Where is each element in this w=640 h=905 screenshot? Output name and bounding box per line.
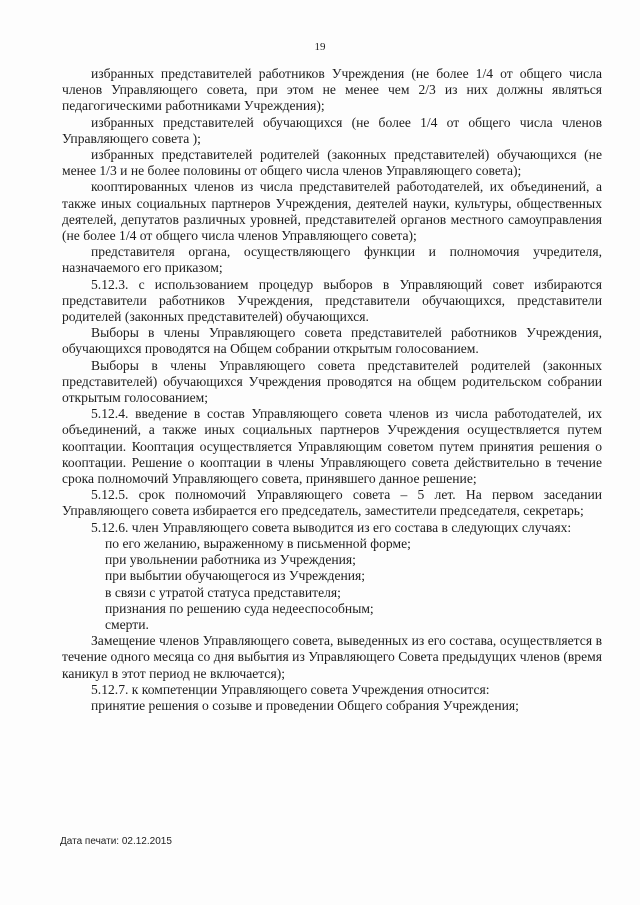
paragraph: 5.12.7. к компетенции Управляющего совета Учреждения относится: — [91, 681, 490, 697]
list-item: смерти. — [105, 616, 149, 632]
page-number: 19 — [314, 41, 326, 53]
print-date-footer: Дата печати: 02.12.2015 — [60, 836, 172, 847]
paragraph: 5.12.6. член Управляющего совета выводится из его состава в следующих случаях: — [91, 519, 572, 535]
paragraph: Выборы в члены Управляющего совета представителей работников Учреждения, обучающихся проводятся на Общем собрании открытым голосованием. — [62, 325, 602, 357]
list-item: при выбытии обучающегося из Учреждения; — [105, 568, 366, 584]
list-item: в связи с утратой статуса представителя; — [105, 584, 341, 600]
document-body — [62, 66, 602, 714]
paragraph: 5.12.3. с использованием процедур выборов в Управляющий совет избираются представители работников Учреждения, представители обучающихся, представители родителей (законных представителей) обучающихся. — [62, 276, 602, 325]
paragraph: 5.12.5. срок полномочий Управляющего совета – 5 лет. На первом заседании Управляющего совета избирается его председатель, заместители председателя, секретарь; — [62, 487, 602, 519]
paragraph: избранных представителей обучающихся (не более 1/4 от общего числа членов Управляющего совета ); — [62, 114, 602, 146]
paragraph: избранных представителей родителей (законных представителей) обучающихся (не менее 1/3 и не более половины от общего числа членов Управляющего совета); — [62, 147, 602, 179]
paragraph: представителя органа, осуществляющего функции и полномочия учредителя, назначаемого его приказом; — [62, 244, 602, 276]
paragraph: кооптированных членов из числа представителей работодателей, их объединений, а также иных социальных партнеров Учреждения, деятелей науки, культуры, общественных деятелей, депутатов различных уровней, представителей органов местного самоуправления (не более 1/4 от общего числа членов Управляющего совета); — [62, 179, 602, 244]
list-item: признания по решению суда недееспособным; — [105, 600, 374, 616]
list-item: по его желанию, выраженному в письменной форме; — [105, 535, 411, 551]
paragraph: 5.12.4. введение в состав Управляющего совета членов из числа работодателей, их объединений, а также иных социальных партнеров Учреждения осуществляется путем кооптации. Кооптация осуществляется Управляющим советом путем принятия решения о кооптации. Решение о кооптации в члены Управляющего совета действительно в течение срока полномочий Управляющего совета, принявшего данное решение; — [62, 406, 602, 487]
paragraph: избранных представителей работников Учреждения (не более 1/4 от общего числа членов Управляющего совета, при этом не менее чем 2/3 из них должны являться педагогическими работниками Учреждения); — [62, 66, 602, 114]
paragraph: Замещение членов Управляющего совета, выведенных из его состава, осуществляется в течение одного месяца со дня выбытия из Управляющего Совета предыдущих членов (время каникул в этот период не включается); — [62, 633, 602, 681]
paragraph: принятие решения о созыве и проведении Общего собрания Учреждения; — [91, 697, 519, 713]
paragraph: Выборы в члены Управляющего совета представителей родителей (законных представителей) обучающихся Учреждения проводятся на общем родительском собрании открытым голосованием; — [62, 357, 602, 406]
list-item: при увольнении работника из Учреждения; — [105, 552, 356, 568]
